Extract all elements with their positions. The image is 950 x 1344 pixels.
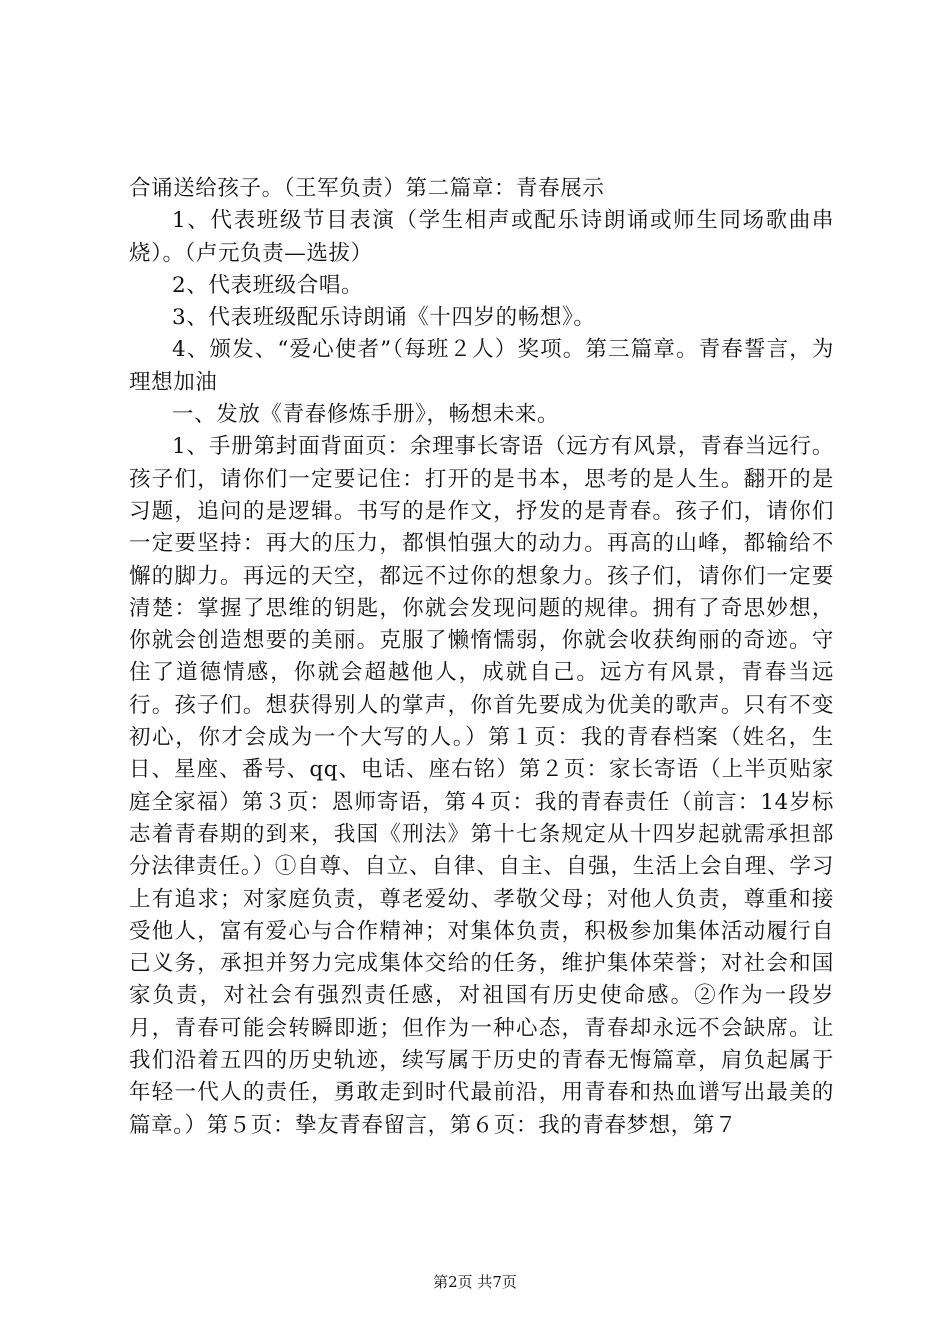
- paragraph: 一、发放《青春修炼手册》，畅想未来。: [172, 402, 560, 428]
- paragraph: 1、手册第封面背面页：余理事长寄语（远方有风景，青春当远行。孩子们，请你们一定要记住：打开的是书本，思考的是人生。翻开的是习题，追问的是逻辑。书写的是作文，抒发的是青春。孩子们，请你们一定要坚持：再大的压力，都惧怕强大的动力。再高的山峰，都输给不懈的脚力。再远的天空，都远不过你的想象力。孩子们，请你们一定要清楚：掌握了思维的钥匙，你就会发现问题的规律。拥有了奇思妙想，你就会创造想要的美丽。克服了懒惰懦弱，你就会收获绚丽的奇迹。守住了道德情感，你就会超越他人，成就自己。远方有风景，青春当远行。孩子们。想获得别人的掌声，你首先要成为优美的歌声。只有不变初心，你才会成为一个大写的人。）第１页：我的青春档案（姓名，生日、星座、番号、qq、电话、座右铭）第２页：家长寄语（上半页贴家庭全家福）第３页：恩师寄语，第４页：我的青春责任（前言：14岁标志着青春期的到来，我国《刑法》第十七条规定从十四岁起就需承担部分法律责任。）①自尊、自立、自律、自主、自强，生活上会自理、学习上有追求；对家庭负责，尊老爱幼、孝敬父母；对他人负责，尊重和接受他人，富有爱心与合作精神；对集体负责，积极参加集体活动履行自己义务，承担并努力完成集体交给的任务，维护集体荣誉；对社会和国家负责，对社会有强烈责任感，对祖国有历史使命感。②作为一段岁月，青春可能会转瞬即逝；但作为一种心态，青春却永远不会缺席。让我们沿着五四的历史轨迹，续写属于历史的青春无悔篇章，肩负起属于年轻一代人的责任，勇敢走到时代最前沿，用青春和热血谱写出最美的篇章。）第５页：挚友青春留言，第６页：我的青春梦想，第７: [129, 434, 834, 1138]
- paragraph: 3、代表班级配乐诗朗诵《十四岁的畅想》。: [172, 305, 596, 331]
- paragraph: 合诵送给孩子。（王军负责）第二篇章：青春展示: [129, 176, 605, 201]
- page-number: 第2页 共7页: [433, 1273, 517, 1291]
- paragraph: 2、代表班级合唱。: [172, 272, 364, 298]
- page-footer: [0, 1272, 950, 1292]
- document-body: [129, 173, 834, 1142]
- paragraph: 1、代表班级节目表演（学生相声或配乐诗朗诵或师生同场歌曲串烧）。（卢元负责—选拔）: [129, 208, 834, 266]
- paragraph: 4、颁发、“爱心使者”（每班２人）奖项。第三篇章。青春誓言，为理想加油: [129, 337, 834, 395]
